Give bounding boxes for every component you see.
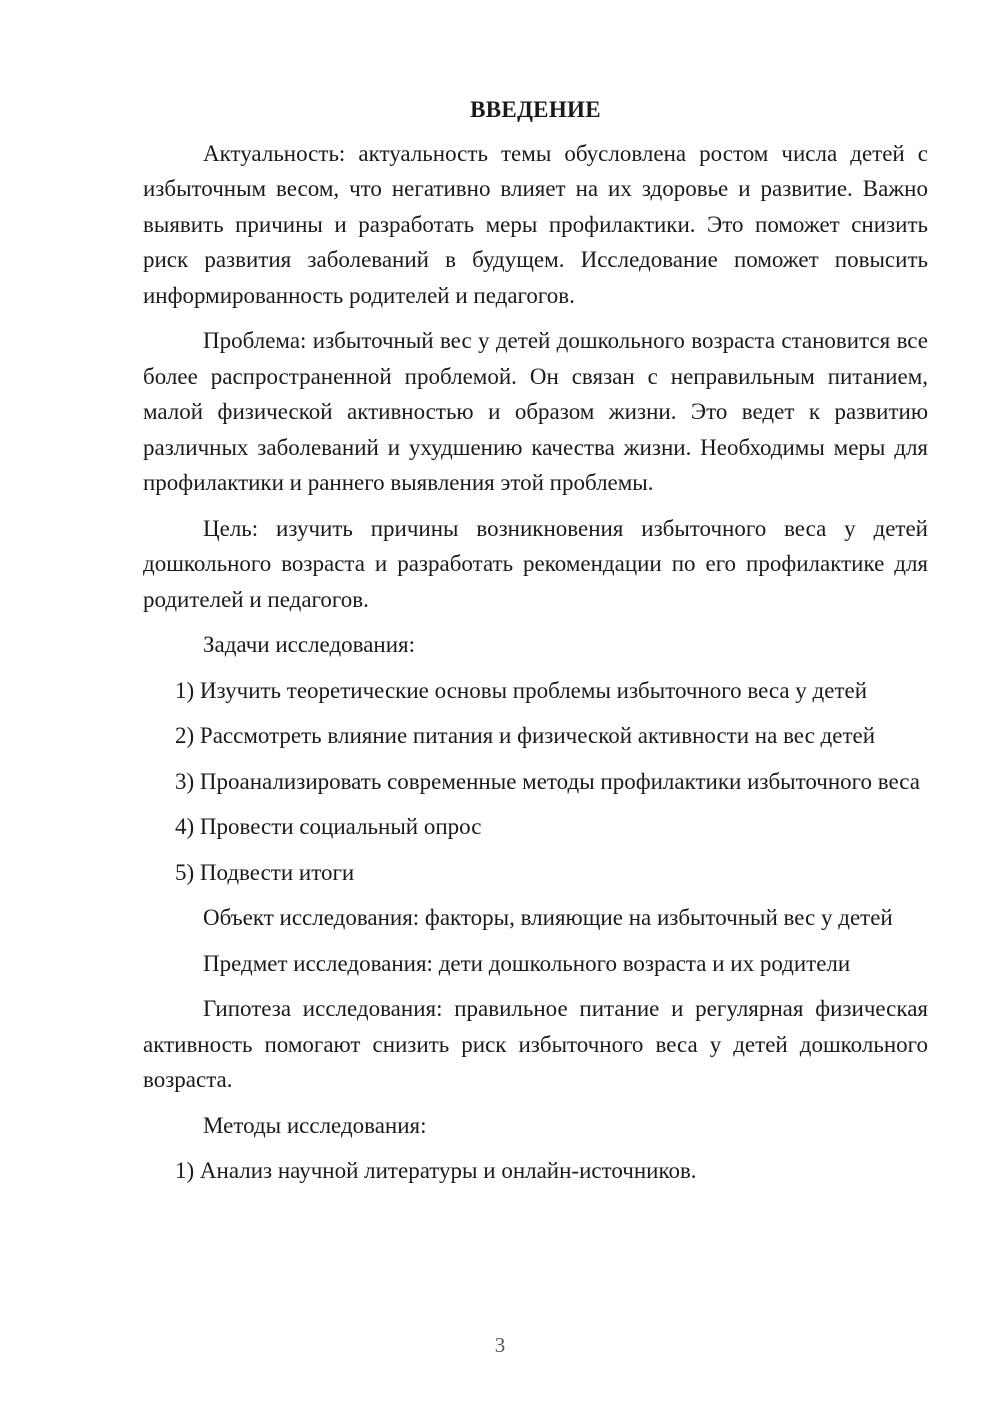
- methods-label: Методы исследования:: [203, 1112, 427, 1138]
- subject-paragraph: Предмет исследования: дети дошкольного возраста и их родители: [203, 950, 851, 976]
- object-paragraph: Объект исследования: факторы, влияющие на избыточный вес у детей: [203, 905, 893, 930]
- section-heading: ВВЕДЕНИЕ: [470, 97, 601, 122]
- problem-paragraph: Проблема: избыточный вес у детей дошкольного возраста становится все более распространенной проблемой. Он связан с неправильным питанием, малой физической активностью и образом жизни. Это ведет к развитию различных заболеваний и ухудшению качества жизни. Необходимы меры для профилактики и раннего выявления этой проблемы.: [143, 328, 928, 495]
- page-number: 3: [494, 1333, 506, 1357]
- goal-paragraph: Цель: изучить причины возникновения избыточного веса у детей дошкольного возраста и разработать рекомендации по его профилактике для родителей и педагогов.: [143, 515, 928, 612]
- tasks-label: Задачи исследования:: [203, 632, 416, 657]
- relevance-paragraph: Актуальность: актуальность темы обусловлена ростом числа детей с избыточным весом, что негативно влияет на их здоровье и развитие. Важно выявить причины и разработать меры профилактики. Это поможет снизить риск развития заболеваний в будущем. Исследование поможет повысить информированность родителей и педагогов.: [143, 140, 928, 308]
- task-item: 4) Провести социальный опрос: [175, 814, 482, 839]
- task-item: 1) Изучить теоретические основы проблемы избыточного веса у детей: [175, 677, 868, 703]
- task-item: 5) Подвести итоги: [175, 859, 355, 885]
- method-item: 1) Анализ научной литературы и онлайн-источников.: [175, 1158, 697, 1183]
- page-content: [143, 92, 928, 1199]
- hypothesis-paragraph: Гипотеза исследования: правильное питание и регулярная физическая активность помогают снизить риск избыточного веса у детей дошкольного возраста.: [143, 996, 928, 1092]
- task-item: 2) Рассмотреть влияние питания и физической активности на вес детей: [175, 723, 876, 748]
- task-item: 3) Проанализировать современные методы профилактики избыточного веса: [175, 768, 920, 794]
